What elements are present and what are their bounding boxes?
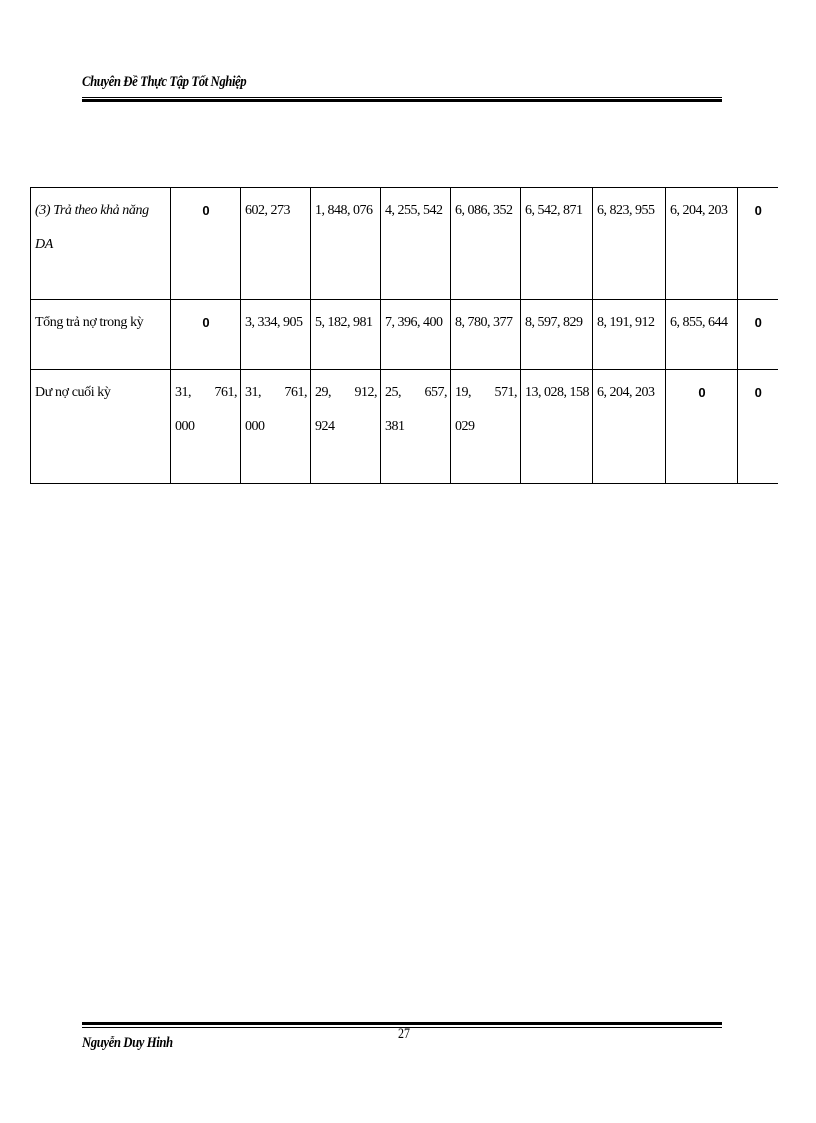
row-label (31, 300, 171, 370)
footer-rule-thick (82, 1022, 722, 1025)
table-cell: 0 (738, 300, 778, 370)
table-cell: 0 (171, 188, 241, 300)
table-cell: 3, 334, 905 (241, 300, 311, 370)
table-cell: 29, 912, 924 (311, 370, 381, 484)
table-cell: 0 (738, 370, 778, 484)
table-cell: 1, 848, 076 (311, 188, 381, 300)
table-cell: 7, 396, 400 (381, 300, 451, 370)
table-cell: 31, 761, 000 (241, 370, 311, 484)
table-cell: 19, 571, 029 (451, 370, 521, 484)
table-row (31, 188, 778, 300)
table-cell: 0 (171, 300, 241, 370)
table-cell: 0 (738, 188, 778, 300)
table-cell: 6, 823, 955 (593, 188, 666, 300)
table-cell: 6, 086, 352 (451, 188, 521, 300)
table-row (31, 370, 778, 484)
table-cell: 6, 204, 203 (666, 188, 738, 300)
repayment-table (30, 187, 778, 484)
table-cell: 31, 761, 000 (171, 370, 241, 484)
table-cell: 0 (666, 370, 738, 484)
table-cell: 8, 191, 912 (593, 300, 666, 370)
table-cell: 5, 182, 981 (311, 300, 381, 370)
row-label-text: (3) Trả theo khả năng DA (35, 203, 149, 252)
header-rule (82, 97, 722, 98)
row-label (31, 188, 171, 300)
row-label-text: Dư nợ cuối kỳ (35, 385, 111, 400)
table-cell: 6, 855, 644 (666, 300, 738, 370)
document-title: Chuyên Đề Thực Tập Tốt Nghiệp (82, 74, 247, 90)
table-cell: 6, 204, 203 (593, 370, 666, 484)
table-cell: 8, 597, 829 (521, 300, 593, 370)
author-name: Nguyễn Duy Hinh (82, 1035, 173, 1051)
table-cell: 6, 542, 871 (521, 188, 593, 300)
table-cell: 602, 273 (241, 188, 311, 300)
table-row (31, 300, 778, 370)
table-cell: 13, 028, 158 (521, 370, 593, 484)
table-cell: 8, 780, 377 (451, 300, 521, 370)
table-cell: 4, 255, 542 (381, 188, 451, 300)
row-label-text: Tổng trả nợ trong kỳ (35, 315, 144, 330)
table-cell: 25, 657, 381 (381, 370, 451, 484)
row-label (31, 370, 171, 484)
header-rule-thick (82, 99, 722, 102)
page-number: 27 (398, 1026, 410, 1042)
